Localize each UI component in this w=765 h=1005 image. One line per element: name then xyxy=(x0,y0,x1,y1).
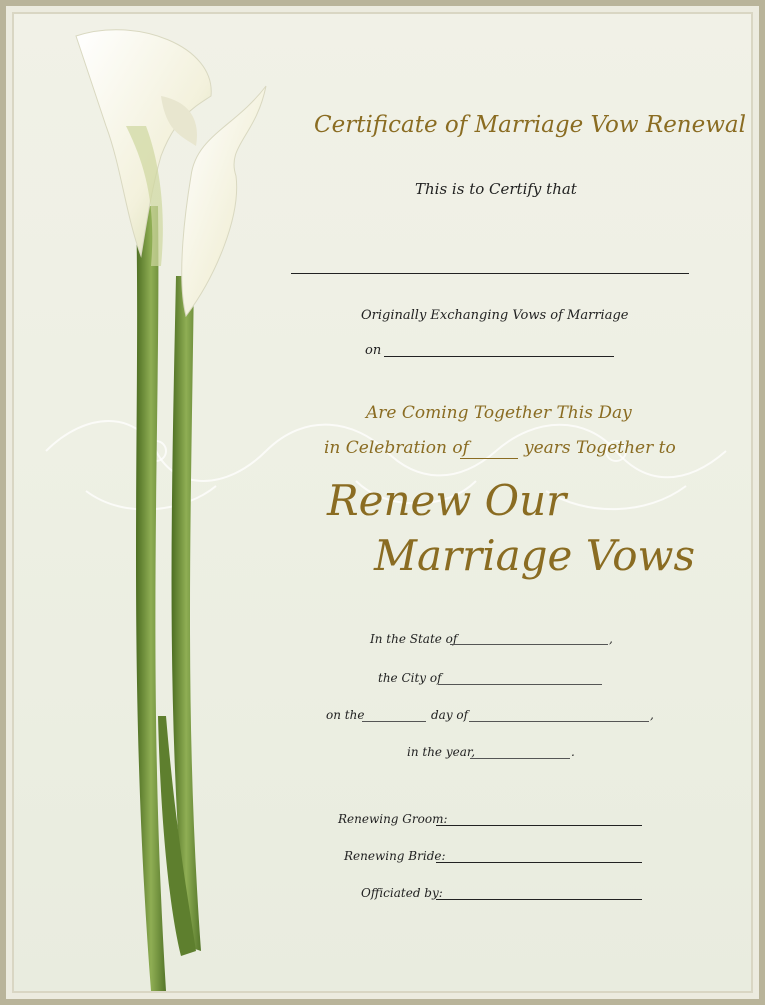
original-date-line xyxy=(384,356,614,357)
headline-line-1: Renew Our xyxy=(327,476,567,525)
officiant-signature-line xyxy=(436,899,642,900)
headline-line-2: Marriage Vows xyxy=(374,531,696,580)
certify-text: This is to Certify that xyxy=(415,180,577,198)
celebration-prefix: in Celebration of xyxy=(324,438,469,458)
city-label: the City of xyxy=(378,671,442,685)
bride-signature-line xyxy=(436,862,642,863)
year-suffix: . xyxy=(571,745,575,759)
celebration-suffix: years Together to xyxy=(524,438,676,458)
day-line xyxy=(362,721,426,722)
originally-text: Originally Exchanging Vows of Marriage xyxy=(361,308,629,323)
city-line xyxy=(438,684,602,685)
year-line xyxy=(470,758,570,759)
day-suffix: , xyxy=(650,708,654,722)
years-line xyxy=(460,458,518,459)
couple-names-line xyxy=(291,273,689,274)
year-label: in the year, xyxy=(407,745,476,759)
on-label: on xyxy=(365,343,382,358)
month-line xyxy=(469,721,649,722)
calla-lily-illustration xyxy=(66,16,276,1001)
officiant-label: Officiated by: xyxy=(361,886,443,900)
on-the-label: on the xyxy=(326,708,365,722)
state-line xyxy=(450,644,608,645)
state-suffix: , xyxy=(609,632,613,646)
certificate-title: Certificate of Marriage Vow Renewal xyxy=(314,112,746,138)
bride-label: Renewing Bride: xyxy=(344,849,446,863)
coming-together-text: Are Coming Together This Day xyxy=(366,403,632,423)
groom-label: Renewing Groom: xyxy=(338,812,448,826)
groom-signature-line xyxy=(436,825,642,826)
day-of-label: day of xyxy=(431,708,469,722)
state-label: In the State of xyxy=(370,632,458,646)
